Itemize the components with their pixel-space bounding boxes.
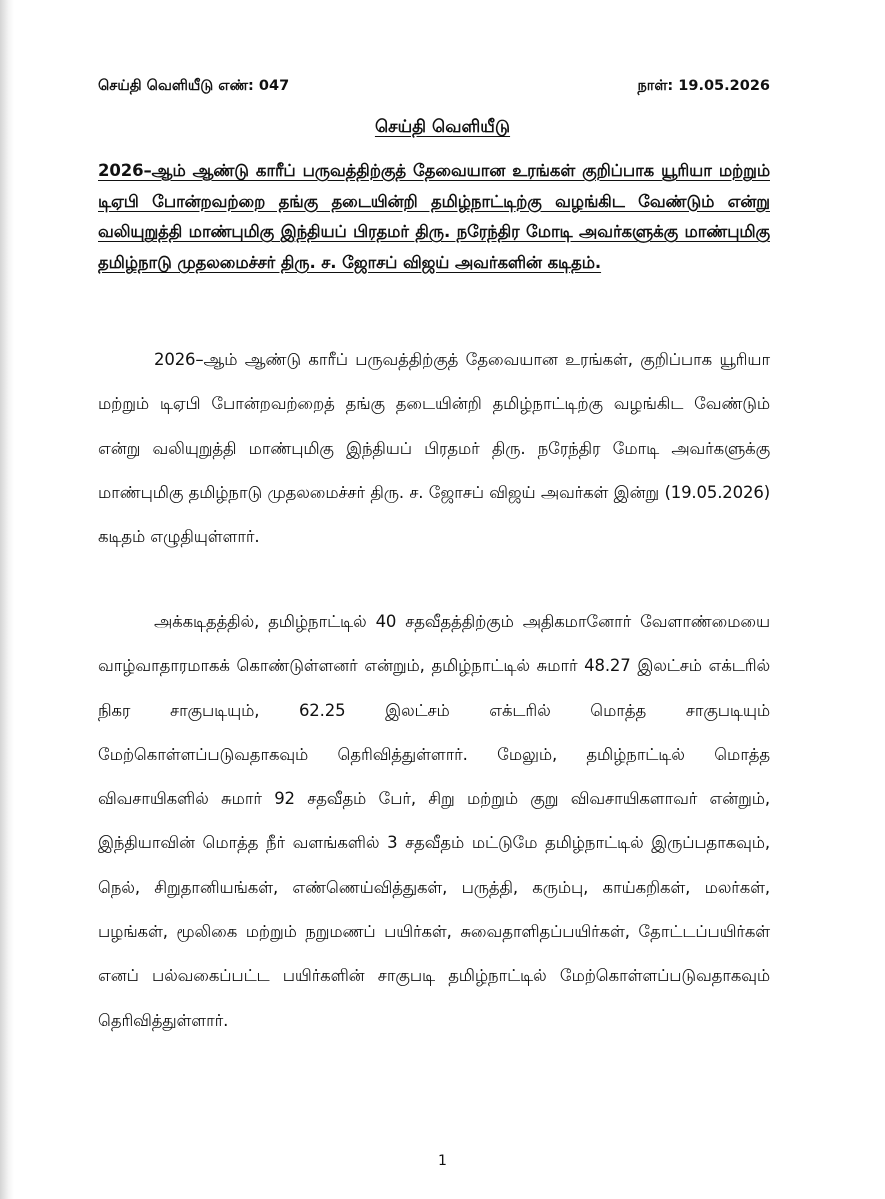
document-title: செய்தி வெளியீடு [374,117,511,137]
body-paragraph-1: 2026–ஆம் ஆண்டு காரீப் பருவத்திற்குத் தேவையான உரங்கள், குறிப்பாக யூரியா மற்றும் டிஏபி போன்றவற்றைத் தங்கு தடையின்றி தமிழ்நாட்டிற்கு வழங்கிட வேண்டும் என்று வலியுறுத்தி மாண்புமிகு இந்தியப் பிரதமர் திரு. நரேந்திர மோடி அவர்களுக்கு மாண்புமிகு தமிழ்நாடு முதலமைச்சர் திரு. ச. ஜோசப் விஜய் அவர்கள் இன்று (19.05.2026) கடிதம் எழுதியுள்ளார். [98,350,770,547]
release-number: செய்தி வெளியீடு எண்: 047 [98,78,290,94]
release-date: நாள்: 19.05.2026 [637,78,770,94]
page-number: 1 [438,1153,447,1169]
body-paragraph-2: அக்கடிதத்தில், தமிழ்நாட்டில் 40 சதவீதத்திற்கும் அதிகமானோர் வேளாண்மையை வாழ்வாதாரமாகக் கொண்டுள்ளனர் என்றும், தமிழ்நாட்டில் சுமார் 48.27 இலட்சம் எக்டரில் நிகர சாகுபடியும், 62.25 இலட்சம் எக்டரில் மொத்த சாகுபடியும் மேற்கொள்ளப்படுவதாகவும் தெரிவித்துள்ளார். மேலும், தமிழ்நாட்டில் மொத்த விவசாயிகளில் சுமார் 92 சதவீதம் பேர், சிறு மற்றும் குறு விவசாயிகளாவர் என்றும், இந்தியாவின் மொத்த நீர் வளங்களில் 3 சதவீதம் மட்டுமே தமிழ்நாட்டில் இருப்பதாகவும், நெல், சிறுதானியங்கள், எண்ணெய்வித்துகள், பருத்தி, கரும்பு, காய்கறிகள், மலர்கள், பழங்கள், மூலிகை மற்றும் நறுமணப் பயிர்கள், சுவைதாளிதப்பயிர்கள், தோட்டப்பயிர்கள் எனப் பல்வகைப்பட்ட பயிர்களின் சாகுபடி தமிழ்நாட்டில் மேற்கொள்ளப்படுவதாகவும் தெரிவித்துள்ளார். [98,612,770,1030]
subject-heading: 2026–ஆம் ஆண்டு காரீப் பருவத்திற்குத் தேவையான உரங்கள் குறிப்பாக யூரியா மற்றும் டிஏபி போன்றவற்றை தங்கு தடையின்றி தமிழ்நாட்டிற்கு வழங்கிட வேண்டும் என்று வலியுறுத்தி மாண்புமிகு இந்தியப் பிரதமர் திரு. நரேந்திர மோடி அவர்களுக்கு மாண்புமிகு தமிழ்நாடு முதலமைச்சர் திரு. ச. ஜோசப் விஜய் அவர்களின் கடிதம். [98,161,770,273]
document-header [98,78,770,96]
page-edge-shadow [0,0,14,1199]
